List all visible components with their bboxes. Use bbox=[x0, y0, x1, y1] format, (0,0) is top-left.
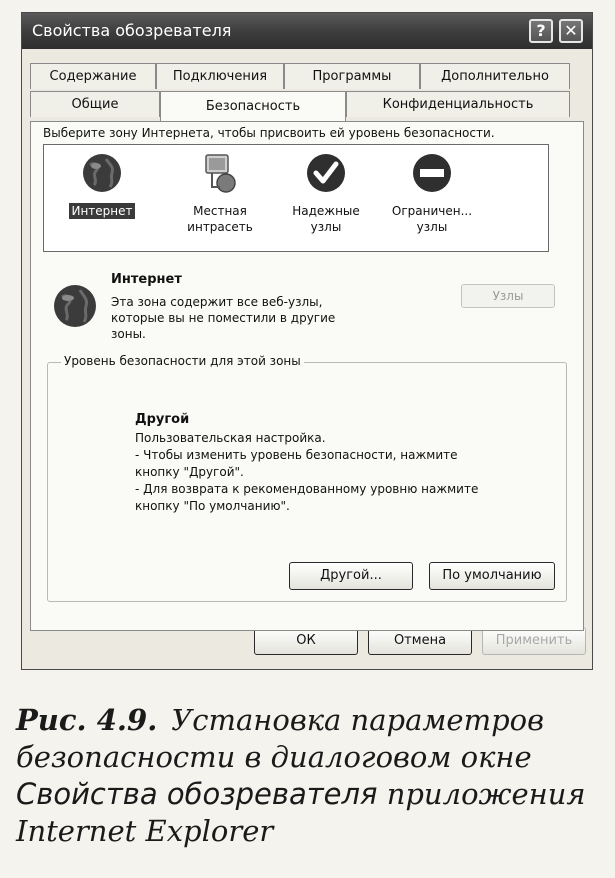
level-line: кнопку "Другой". bbox=[135, 465, 244, 479]
security-level-description bbox=[135, 430, 525, 515]
default-level-button[interactable]: По умолчанию bbox=[429, 562, 555, 590]
title-bar bbox=[22, 13, 592, 49]
caption-emphasis: Свойства обозревателя bbox=[16, 777, 378, 811]
internet-options-dialog bbox=[21, 12, 593, 670]
tab-programs[interactable]: Программы bbox=[284, 63, 420, 89]
intranet-computer-icon bbox=[198, 151, 242, 195]
window-title: Свойства обозревателя bbox=[32, 21, 232, 40]
custom-level-button[interactable]: Другой... bbox=[289, 562, 413, 590]
caption-figure-number: Рис. 4.9. bbox=[16, 703, 158, 737]
level-line: - Чтобы изменить уровень безопасности, нажмите bbox=[135, 448, 458, 462]
security-level-title: Другой bbox=[135, 412, 190, 427]
checkmark-icon bbox=[304, 151, 348, 195]
sites-button[interactable]: Узлы bbox=[461, 284, 555, 308]
zone-intranet-label: Местная интрасеть bbox=[187, 204, 253, 234]
zone-list[interactable] bbox=[43, 144, 549, 252]
zone-restricted[interactable] bbox=[384, 151, 480, 235]
zone-intranet[interactable] bbox=[172, 151, 268, 235]
tab-privacy[interactable]: Конфиденциальность bbox=[346, 91, 570, 117]
tab-security[interactable]: Безопасность bbox=[160, 91, 346, 121]
caption-text: Установка параметров безопасности в диалоговом окне bbox=[16, 703, 544, 774]
caption-text-end: приложения Internet Explorer bbox=[16, 777, 586, 848]
globe-icon bbox=[51, 282, 99, 330]
zone-internet-label: Интернет bbox=[71, 204, 133, 218]
figure-caption bbox=[16, 702, 596, 850]
level-line: - Для возврата к рекомендованному уровню нажмите bbox=[135, 482, 479, 496]
zone-trusted-label: Надежные узлы bbox=[292, 204, 360, 234]
ok-button[interactable]: ОК bbox=[254, 627, 358, 655]
close-button[interactable]: ✕ bbox=[559, 19, 583, 43]
apply-button[interactable]: Применить bbox=[482, 627, 586, 655]
selected-zone-title: Интернет bbox=[111, 272, 182, 287]
security-panel bbox=[30, 121, 584, 631]
zone-internet[interactable] bbox=[54, 151, 150, 219]
security-level-group-label: Уровень безопасности для этой зоны bbox=[61, 354, 304, 368]
selected-zone-description: Эта зона содержит все веб-узлы, которые вы не поместили в другие зоны. bbox=[111, 295, 336, 341]
restricted-icon bbox=[410, 151, 454, 195]
tab-content[interactable]: Содержание bbox=[30, 63, 156, 89]
tab-advanced[interactable]: Дополнительно bbox=[420, 63, 570, 89]
zone-instruction: Выберите зону Интернета, чтобы присвоить ей уровень безопасности. bbox=[43, 126, 495, 140]
tab-connections[interactable]: Подключения bbox=[156, 63, 284, 89]
zone-restricted-label: Ограничен... узлы bbox=[391, 204, 473, 234]
cancel-button[interactable]: Отмена bbox=[368, 627, 472, 655]
zone-trusted[interactable] bbox=[278, 151, 374, 235]
globe-icon bbox=[80, 151, 124, 195]
help-button[interactable]: ? bbox=[529, 19, 553, 43]
level-line: Пользовательская настройка. bbox=[135, 431, 326, 445]
level-line: кнопку "По умолчанию". bbox=[135, 499, 290, 513]
tab-general[interactable]: Общие bbox=[30, 91, 160, 117]
